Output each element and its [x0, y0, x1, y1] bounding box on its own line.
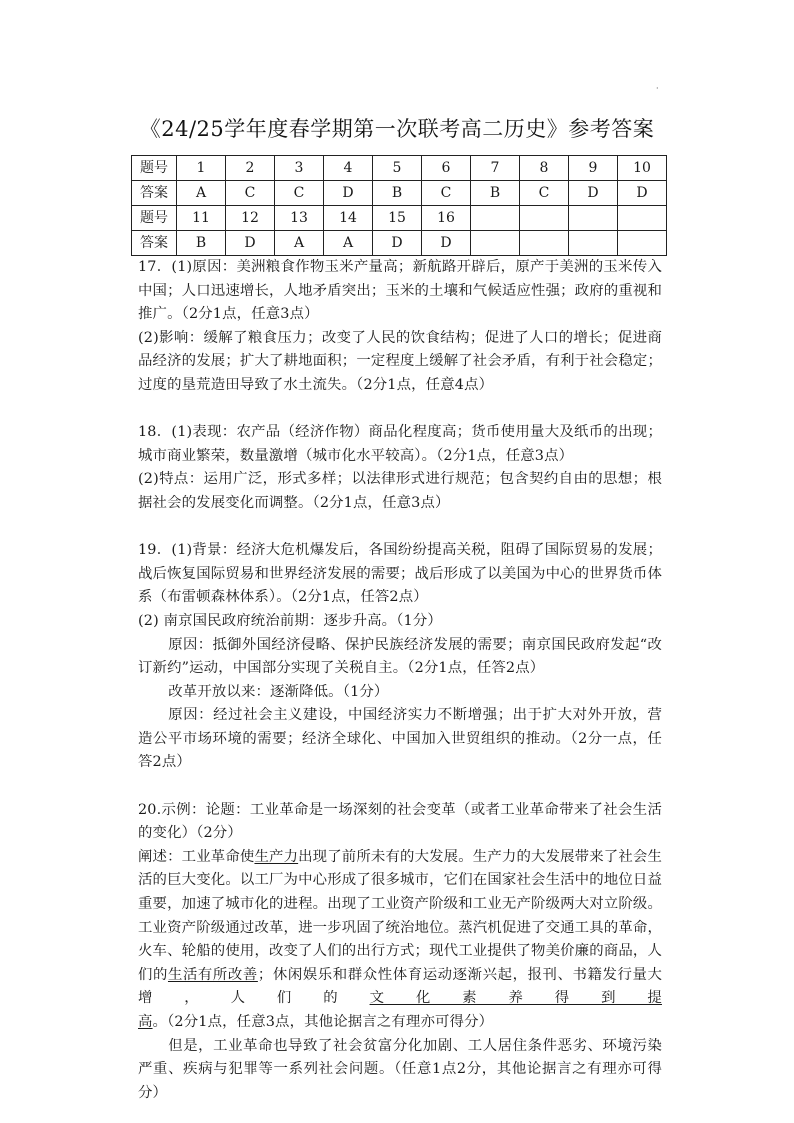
table-row	[132, 156, 667, 181]
table-cell	[471, 206, 520, 231]
table-cell: 3	[275, 156, 324, 181]
table-cell: C	[422, 181, 471, 206]
table-cell: C	[275, 181, 324, 206]
table-cell: 2	[226, 156, 275, 181]
q18-part1: 18．(1)表现：农产品（经济作物）商品化程度高；货币使用量大及纸币的出现；城市商业繁荣，数量激增（城市化水平较高）。（2分1点，任意3点）	[138, 424, 662, 464]
q19-reform-trend: 改革开放以来：逐渐降低。（1分）	[168, 683, 389, 700]
table-cell: 11	[177, 206, 226, 231]
table-cell	[520, 231, 569, 256]
q19-reason-1: 原因：抵御外国经济侵略、保护民族经济发展的需要；南京国民政府发起“改订新约”运动，中国部分实现了关税自主。（2分1点，任答2点）	[138, 636, 662, 677]
table-cell: D	[618, 181, 667, 206]
q20-text-c: ；休闲娱乐和群众性体育运动逐渐兴起，报刊、书籍发行量大增，人们的	[138, 966, 662, 1007]
spacer	[138, 516, 662, 540]
q20-counterpoint: 但是，工业革命也导致了社会贫富分化加剧、工人居住条件恶劣、环境污染严重、疾病与犯罪等一系列社会问题。（任意1点2分，其他论据言之有理亦可得分）	[138, 1037, 662, 1101]
table-cell: A	[177, 181, 226, 206]
spacer	[138, 775, 662, 799]
answer-table	[131, 155, 667, 256]
q20-text-b: 出现了前所未有的大发展。生产力的大发展带来了社会生活的巨大变化。以工厂为中心形成了很多城市，它们在国家社会生活中的地位日益重要，加速了城市化的进程。出现了工业资产阶级和工业无产阶级两大对立阶级。工业资产阶级通过改革，进一步巩固了统治地位。蒸汽机促进了交通工具的革命，火车、轮船的使用，改变了人们的出行方式；现代工业提供了物美价廉的商品，人们的	[138, 848, 662, 983]
row-label: 答案	[132, 181, 177, 206]
table-cell: 15	[373, 206, 422, 231]
table-cell: 6	[422, 156, 471, 181]
underlined-phrase: 生活有所改善	[167, 966, 258, 983]
underlined-phrase: 生产力	[254, 848, 299, 865]
table-cell: A	[275, 231, 324, 256]
table-cell: 12	[226, 206, 275, 231]
answer-body	[138, 256, 662, 1105]
table-cell: 4	[324, 156, 373, 181]
row-label: 题号	[132, 206, 177, 231]
table-cell: D	[373, 231, 422, 256]
corner-mark: ·	[656, 84, 659, 93]
table-row	[132, 181, 667, 206]
table-cell: C	[226, 181, 275, 206]
page-title: 《24/25学年度春学期第一次联考高二历史》参考答案	[139, 117, 655, 141]
table-cell: 9	[569, 156, 618, 181]
q20-text-a: 阐述：工业革命使	[138, 848, 255, 865]
row-label: 答案	[132, 231, 177, 256]
table-cell	[569, 206, 618, 231]
table-cell: D	[422, 231, 471, 256]
table-cell: 10	[618, 156, 667, 181]
table-cell: D	[226, 231, 275, 256]
table-cell: B	[373, 181, 422, 206]
table-cell	[618, 231, 667, 256]
table-cell: B	[177, 231, 226, 256]
table-cell: C	[520, 181, 569, 206]
table-row	[132, 206, 667, 231]
q20-thesis: 20.示例：论题：工业革命是一场深刻的社会变革（或者工业革命带来了社会生活的变化）（2分）	[138, 801, 662, 842]
spacer	[138, 398, 662, 422]
table-cell: B	[471, 181, 520, 206]
table-row	[132, 231, 667, 256]
q20-argument	[138, 846, 662, 1035]
table-cell: 16	[422, 206, 471, 231]
q19-part2: (2) 南京国民政府统治前期：逐步升高。（1分）	[138, 612, 442, 629]
table-cell: D	[324, 181, 373, 206]
q17-part2: (2)影响：缓解了粮食压力；改变了人民的饮食结构；促进了人口的增长；促进商品经济的发展；扩大了耕地面积；一定程度上缓解了社会矛盾，有利于社会稳定；过度的垦荒造田导致了水土流失。（2分1点，任意4点）	[138, 329, 662, 393]
table-cell: 7	[471, 156, 520, 181]
table-cell: 14	[324, 206, 373, 231]
table-cell: 8	[520, 156, 569, 181]
table-cell: 5	[373, 156, 422, 181]
table-cell: A	[324, 231, 373, 256]
table-cell	[520, 206, 569, 231]
q19-reason-2: 原因：经过社会主义建设，中国经济实力不断增强；出于扩大对外开放，营造公平市场环境的需要；经济全球化、中国加入世贸组织的推动。（2分一点，任答2点）	[138, 707, 662, 771]
table-cell	[569, 231, 618, 256]
table-cell: 13	[275, 206, 324, 231]
table-cell: 1	[177, 156, 226, 181]
row-label: 题号	[132, 156, 177, 181]
q18-part2: (2)特点：运用广泛，形式多样；以法律形式进行规范；包含契约自由的思想；根据社会的发展变化而调整。（2分1点，任意3点）	[138, 471, 662, 511]
q17-part1: 17．(1)原因：美洲粮食作物玉米产量高；新航路开辟后，原产于美洲的玉米传入中国；人口迅速增长，人地矛盾突出；玉米的土壤和气候适应性强；政府的重视和推广。（2分1点，任意3点）	[138, 259, 662, 323]
q20-text-d: 。（2分1点，任意3点，其他论据言之有理亦可得分）	[152, 1014, 494, 1030]
underlined-phrase: 文化素养得到提高	[138, 990, 662, 1030]
table-cell	[471, 231, 520, 256]
q19-part1: 19．(1)背景：经济大危机爆发后，各国纷纷提高关税，阻碍了国际贸易的发展；战后恢复国际贸易和世界经济发展的需要；战后形成了以美国为中心的世界货币体系（布雷顿森林体系）。（2分1点，任答2点）	[138, 542, 662, 606]
table-cell: D	[569, 181, 618, 206]
table-cell	[618, 206, 667, 231]
